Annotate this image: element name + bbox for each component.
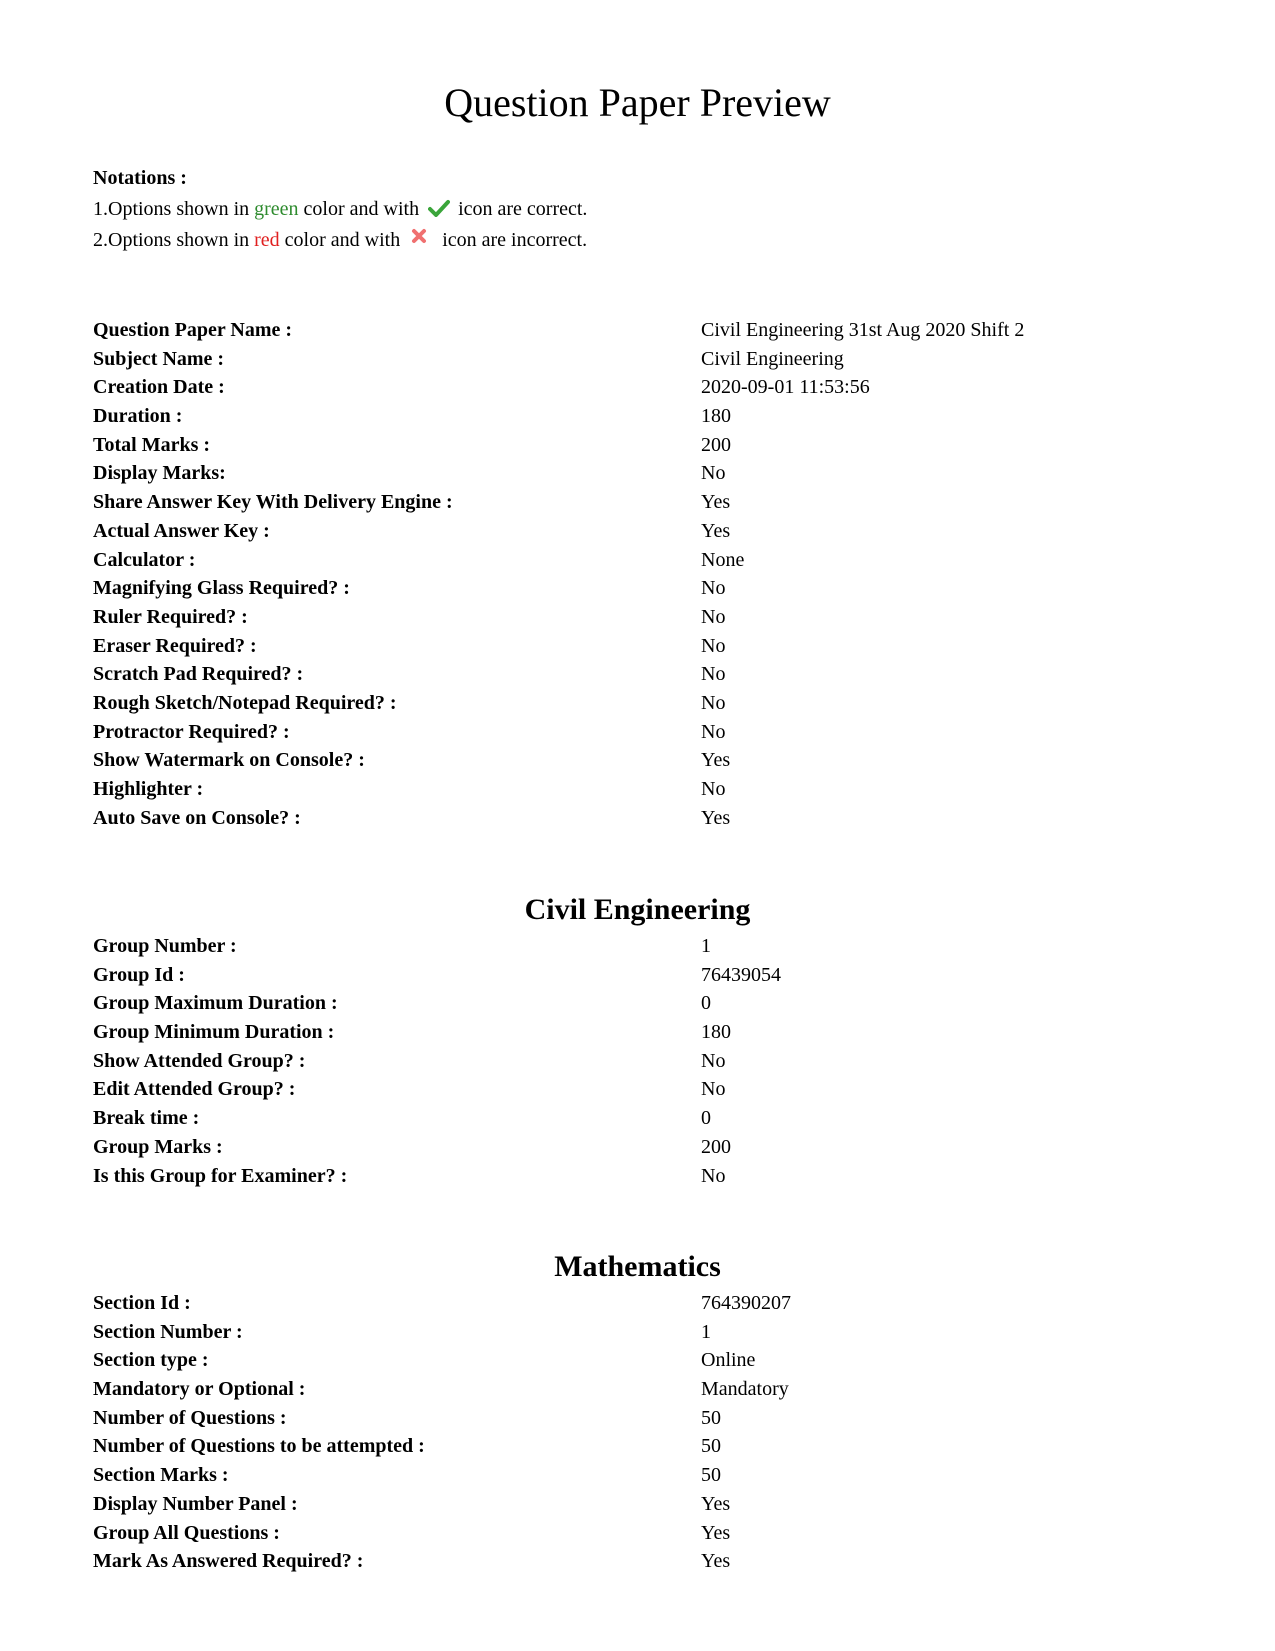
info-key: Eraser Required? : (93, 634, 257, 657)
info-value: 76439054 (701, 963, 781, 986)
notation-line-incorrect-prefix: 2.Options shown in (93, 229, 255, 251)
info-key: Edit Attended Group? : (93, 1078, 296, 1101)
info-value: No (701, 634, 726, 657)
group-info-row (93, 1133, 1193, 1162)
info-key: Mark As Answered Required? : (93, 1550, 364, 1573)
info-value: 1 (701, 935, 711, 957)
info-value: No (701, 663, 726, 686)
info-value: No (701, 1078, 726, 1101)
notation-line-correct-suffix: icon are correct. (453, 198, 588, 220)
info-value: 2020-09-01 11:53:56 (701, 376, 870, 399)
paper-info-row (93, 459, 1193, 488)
info-value: No (701, 1049, 726, 1072)
info-key: Group Number : (93, 935, 237, 957)
info-value: Yes (701, 491, 731, 514)
info-value: Civil Engineering (701, 347, 844, 370)
page-title: Question Paper Preview (444, 80, 831, 125)
notations-heading: Notations : (93, 167, 187, 189)
info-key: Duration : (93, 405, 183, 428)
info-key: Magnifying Glass Required? : (93, 577, 350, 600)
section-info-row (93, 1404, 1193, 1433)
info-value: Yes (701, 806, 731, 829)
section-info-row (93, 1346, 1193, 1375)
group-title: Civil Engineering (524, 893, 751, 926)
paper-info-row (93, 603, 1193, 632)
info-key: Group All Questions : (93, 1521, 280, 1544)
section-info-table (93, 1289, 1193, 1576)
section-info-row (93, 1432, 1193, 1461)
cross-icon (411, 228, 427, 244)
paper-info-row (93, 804, 1193, 833)
paper-info-row (93, 775, 1193, 804)
info-value: Online (701, 1349, 756, 1372)
info-value: No (701, 720, 726, 743)
info-key: Section Number : (93, 1320, 243, 1343)
info-value: Yes (701, 1550, 731, 1573)
info-value: 180 (701, 1021, 731, 1044)
info-value: No (701, 605, 726, 628)
info-key: Section type : (93, 1349, 209, 1372)
info-key: Group Maximum Duration : (93, 992, 338, 1015)
info-value: No (701, 577, 726, 600)
section-info-row (93, 1289, 1193, 1318)
notations-block (93, 163, 587, 256)
info-value: None (701, 548, 745, 571)
paper-info-row (93, 689, 1193, 718)
info-value: 0 (701, 992, 711, 1015)
info-key: Highlighter : (93, 778, 204, 800)
info-key: Section Marks : (93, 1464, 229, 1487)
section-info-row (93, 1547, 1193, 1576)
section-info-row (93, 1461, 1193, 1490)
info-value: Yes (701, 749, 731, 772)
notation-line-incorrect-middle: color and with (279, 229, 406, 251)
info-key: Question Paper Name : (93, 319, 293, 341)
paper-info-row (93, 488, 1193, 517)
info-key: Protractor Required? : (93, 720, 290, 743)
info-key: Mandatory or Optional : (93, 1378, 306, 1401)
info-key: Section Id : (93, 1292, 191, 1314)
paper-info-row (93, 517, 1193, 546)
paper-info-row (93, 345, 1193, 374)
group-info-row (93, 1075, 1193, 1104)
info-key: Rough Sketch/Notepad Required? : (93, 691, 397, 714)
info-value: Yes (701, 1521, 731, 1544)
section-info-row (93, 1375, 1193, 1404)
info-key: Group Minimum Duration : (93, 1021, 335, 1044)
paper-info-row (93, 574, 1193, 603)
info-key: Number of Questions to be attempted : (93, 1435, 425, 1458)
info-value: No (701, 1164, 726, 1187)
group-info-row (93, 989, 1193, 1018)
notation-line-incorrect (93, 225, 587, 256)
info-key: Show Watermark on Console? : (93, 749, 365, 772)
info-value: Yes (701, 1492, 731, 1515)
section-info-row (93, 1519, 1193, 1548)
red-color-word: red (254, 229, 280, 251)
info-key: Subject Name : (93, 347, 225, 370)
info-key: Number of Questions : (93, 1406, 287, 1429)
info-key: Share Answer Key With Delivery Engine : (93, 491, 453, 514)
info-key: Creation Date : (93, 376, 225, 399)
info-value: 764390207 (701, 1292, 791, 1314)
info-key: Is this Group for Examiner? : (93, 1164, 348, 1187)
green-color-word: green (254, 198, 299, 220)
info-key: Actual Answer Key : (93, 519, 270, 542)
info-value: No (701, 462, 726, 485)
info-key: Show Attended Group? : (93, 1049, 306, 1072)
paper-info-row (93, 718, 1193, 747)
info-value: 1 (701, 1320, 711, 1343)
info-key: Display Number Panel : (93, 1492, 298, 1515)
info-value: 180 (701, 405, 731, 428)
group-info-table (93, 932, 1193, 1190)
group-info-row (93, 1104, 1193, 1133)
info-value: 200 (701, 433, 731, 456)
notation-line-incorrect-suffix: icon are incorrect. (437, 229, 588, 251)
paper-info-table (93, 316, 1193, 832)
info-key: Group Id : (93, 963, 185, 986)
section-info-row (93, 1318, 1193, 1347)
info-value: No (701, 778, 726, 800)
info-key: Group Marks : (93, 1135, 223, 1158)
paper-info-row (93, 746, 1193, 775)
info-key: Break time : (93, 1107, 200, 1130)
paper-info-row (93, 660, 1193, 689)
section-title: Mathematics (554, 1250, 721, 1283)
notation-line-correct-prefix: 1.Options shown in (93, 198, 255, 220)
notation-line-correct-middle: color and with (298, 198, 425, 220)
info-key: Auto Save on Console? : (93, 806, 301, 829)
paper-info-row (93, 546, 1193, 575)
info-value: 0 (701, 1107, 711, 1130)
info-key: Calculator : (93, 548, 196, 571)
info-value: 200 (701, 1135, 731, 1158)
info-value: Yes (701, 519, 731, 542)
paper-info-row (93, 431, 1193, 460)
group-info-row (93, 1047, 1193, 1076)
info-value: Civil Engineering 31st Aug 2020 Shift 2 (701, 319, 1025, 341)
notation-line-correct (93, 194, 587, 225)
info-key: Scratch Pad Required? : (93, 663, 304, 686)
info-value: 50 (701, 1464, 721, 1487)
paper-info-row (93, 402, 1193, 431)
info-value: Mandatory (701, 1378, 789, 1401)
paper-info-row (93, 373, 1193, 402)
group-info-row (93, 1018, 1193, 1047)
group-info-row (93, 961, 1193, 990)
info-value: 50 (701, 1406, 721, 1429)
info-value: 50 (701, 1435, 721, 1458)
section-info-row (93, 1490, 1193, 1519)
info-key: Total Marks : (93, 433, 211, 456)
check-icon (428, 199, 450, 217)
info-key: Ruler Required? : (93, 605, 248, 628)
group-info-row (93, 932, 1193, 961)
paper-info-row (93, 632, 1193, 661)
info-value: No (701, 691, 726, 714)
paper-info-row (93, 316, 1193, 345)
info-key: Display Marks: (93, 462, 226, 485)
group-info-row (93, 1162, 1193, 1191)
